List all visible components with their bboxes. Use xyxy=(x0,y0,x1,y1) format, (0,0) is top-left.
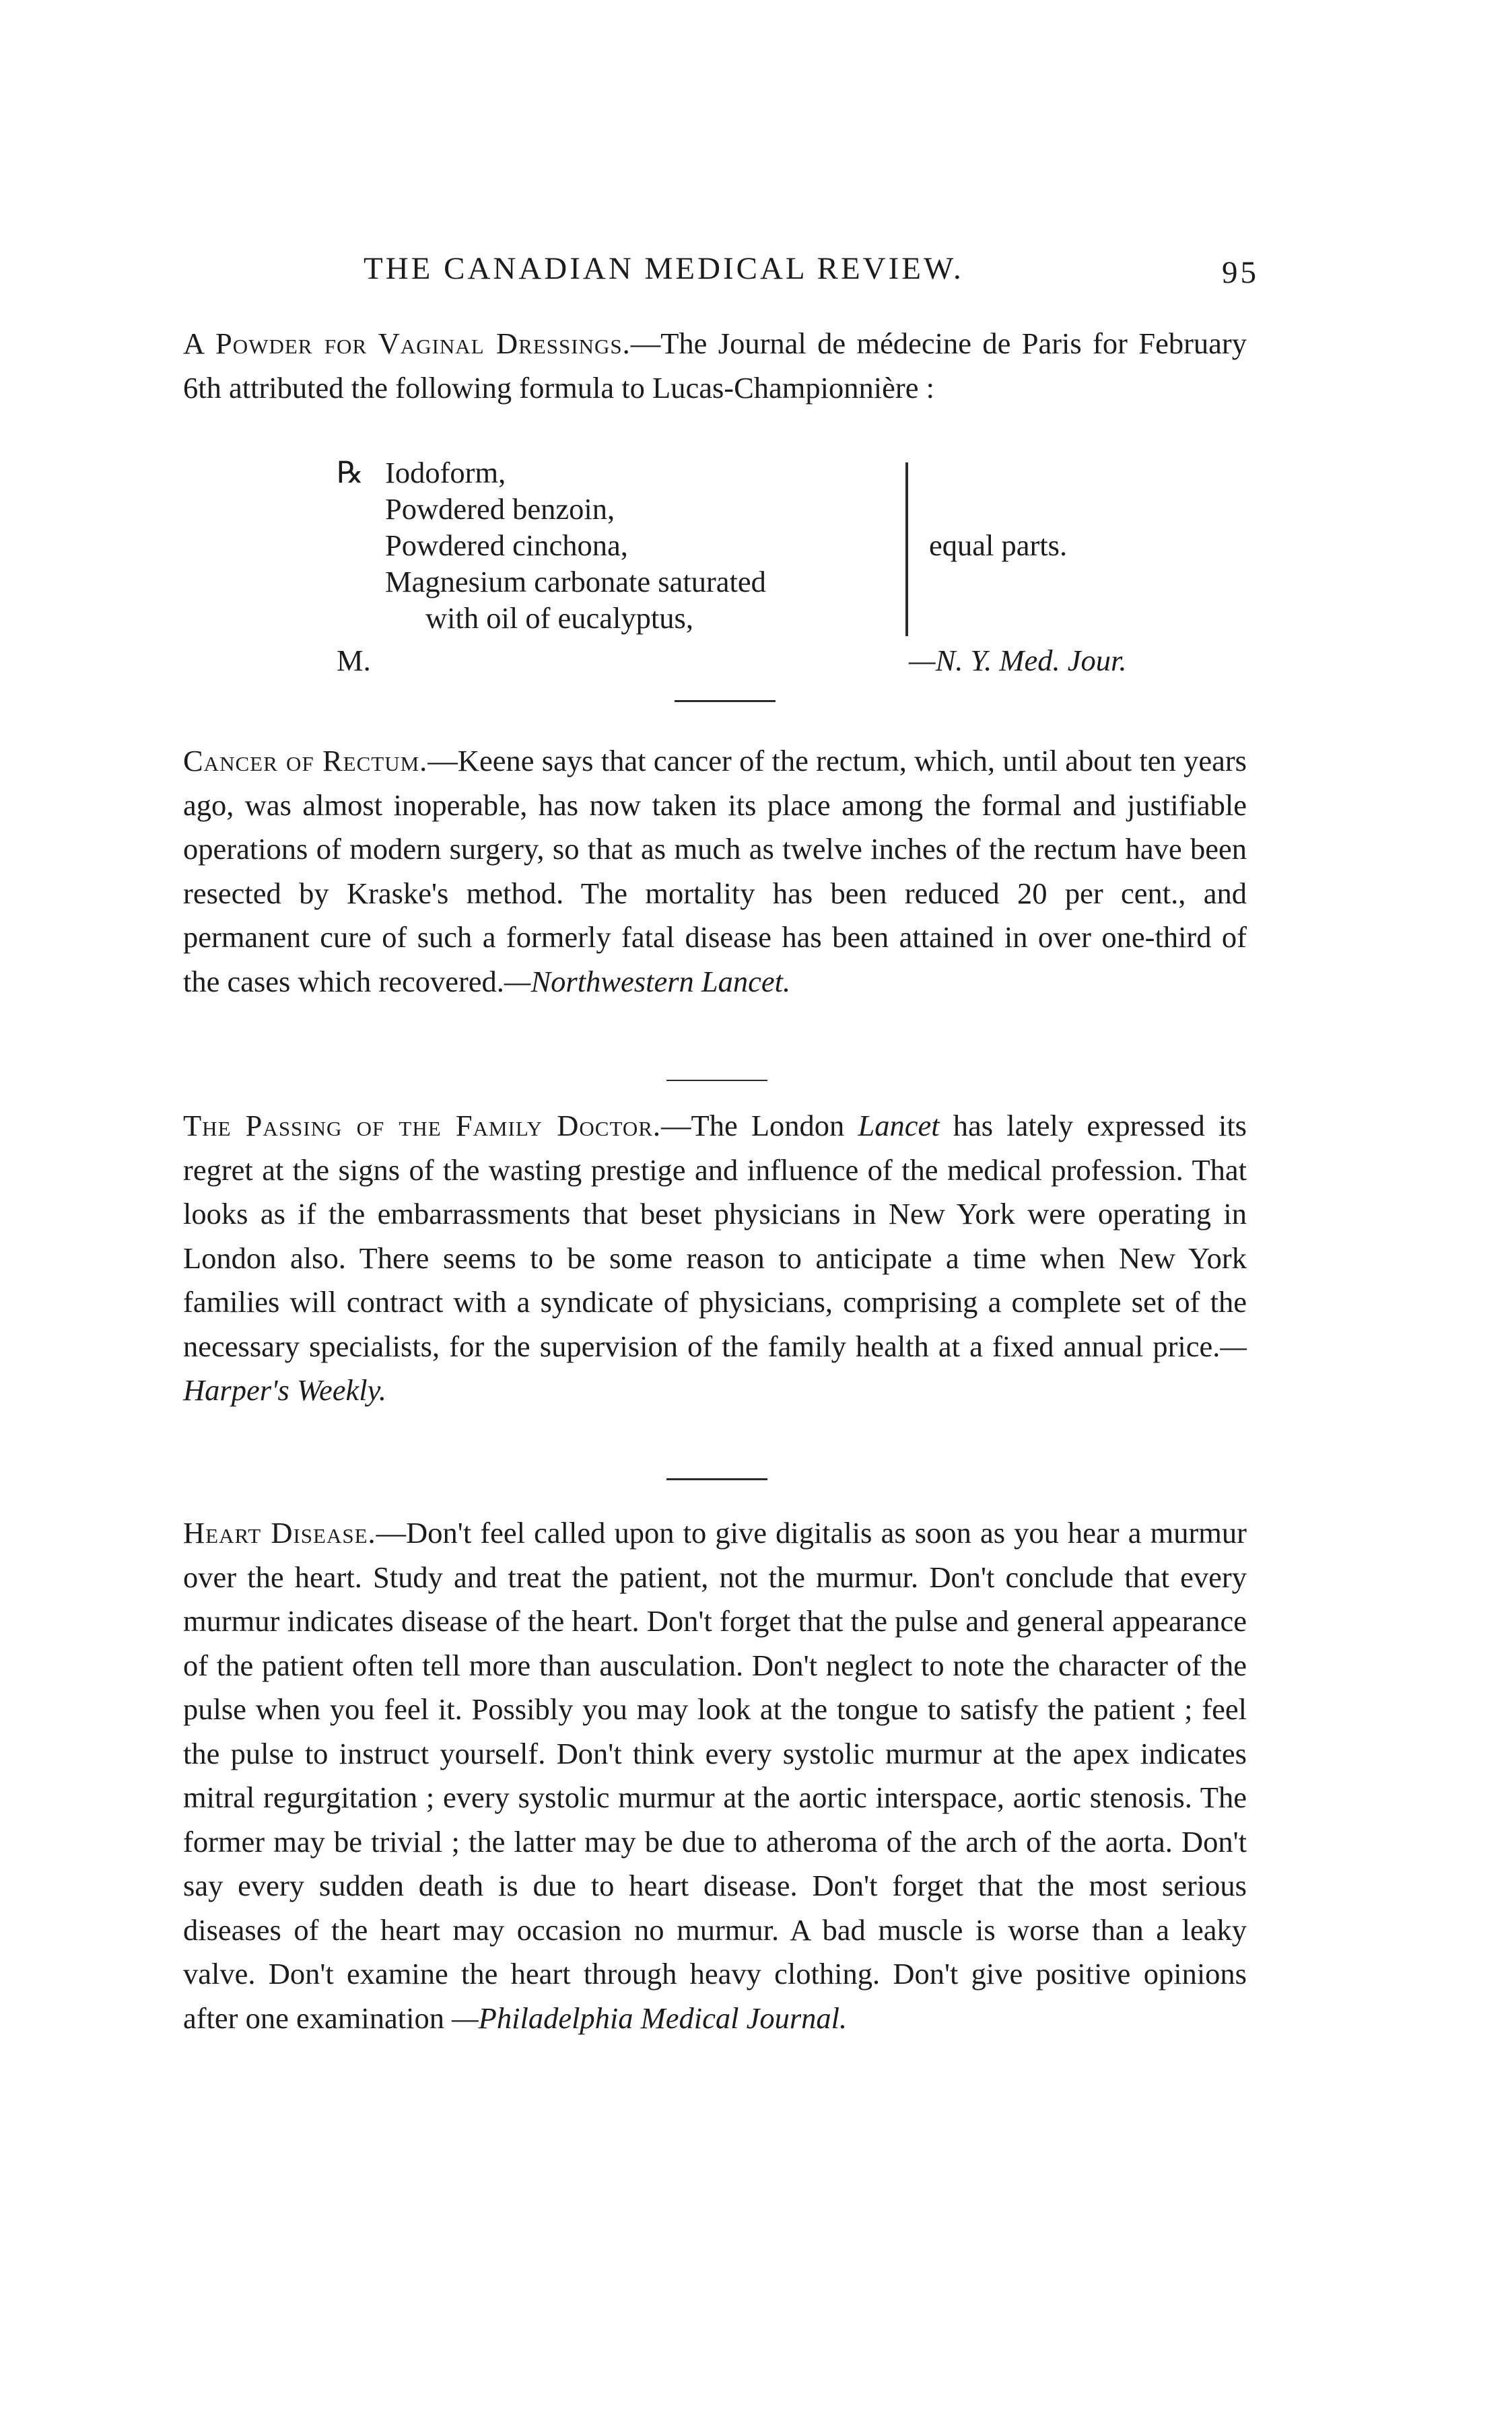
article-paragraph xyxy=(183,322,1247,410)
article-heart-disease xyxy=(183,1511,1247,2040)
article-italic: Lancet xyxy=(858,1109,940,1142)
ingredient-list xyxy=(385,454,766,636)
article-text: —The London xyxy=(661,1109,858,1142)
article-paragraph xyxy=(183,1104,1247,1413)
misce-mark: M. xyxy=(337,644,371,677)
ingredient-item: Powdered cinchona, xyxy=(385,528,628,562)
ingredient-item: Magnesium carbonate saturated xyxy=(385,565,766,598)
formula-citation: —N. Y. Med. Jour. xyxy=(909,644,1127,677)
article-heading: A Powder for Vaginal Dressings. xyxy=(183,326,631,360)
article-paragraph xyxy=(183,739,1247,1004)
article-text: has lately expressed its regret at the signs of the wasting prestige and influence of the medical profession. That looks as if the embarrassments that beset physicians in New York were operating in London also. There seems to be some reason to anticipate a time when New York families will contract with a syndicate of physicians, comprising a complete set of the necessary specialists, for the supervision of the family health at a fixed annual price. xyxy=(183,1109,1247,1363)
article-family-doctor xyxy=(183,1104,1247,1413)
article-text: —Don't feel called upon to give digitalis as soon as you hear a murmur over the heart. Study and treat the patient, not the murmur. Don't conclude that every murmur indicates disease of the heart. Don't forget that the pulse and general appearance of the patient often tell more than ausculation. Don't neglect to note the character of the pulse when you feel it. Possibly you may look at the tongue to satisfy the patient ; feel the pulse to instruct yourself. Don't think every systolic murmur at the apex indicates mitral regurgitation ; every systolic murmur at the aortic interspace, aortic stenosis. The former may be trivial ; the latter may be due to atheroma of the arch of the aorta. Don't say every sudden death is due to heart disease. Don't forget that the most serious diseases of the heart may occasion no murmur. A bad muscle is worse than a leaky valve. Don't examine the heart through heavy clothing. Don't give positive opinions after one examination xyxy=(183,1516,1247,2035)
ingredient-item: Iodoform, xyxy=(385,456,506,489)
article-paragraph xyxy=(183,1511,1247,2040)
section-divider xyxy=(666,1478,767,1480)
section-divider xyxy=(666,1080,767,1081)
section-divider xyxy=(675,700,776,702)
article-heading: Heart Disease. xyxy=(183,1516,376,1550)
prescription-formula xyxy=(337,454,1279,697)
article-cancer-rectum xyxy=(183,739,1247,1004)
journal-title: THE CANADIAN MEDICAL REVIEW. xyxy=(364,251,964,286)
article-source: —Northwestern Lancet. xyxy=(504,964,791,998)
article-text: —Keene says that cancer of the rectum, which, until about ten years ago, was almost inoperable, has now taken its place among the formal and justifiable operations of modern surgery, so that as much as twelve inches of the rectum have been resected by Kraske's method. The mortality has been reduced 20 per cent., and permanent cure of such a formerly fatal disease has been attained in over one-third of the cases which recovered. xyxy=(183,744,1247,998)
article-heading: Cancer of Rectum. xyxy=(183,744,428,777)
article-vaginal-dressings xyxy=(183,322,1247,410)
rx-symbol: ℞ xyxy=(337,456,364,489)
page-number: 95 xyxy=(1222,255,1259,290)
article-text: —The Journal de médecine de Paris for February 6th attributed the following formula to Lucas-Championnière : xyxy=(183,326,1247,405)
article-heading: The Passing of the Family Doctor. xyxy=(183,1109,662,1142)
grouping-brace xyxy=(905,462,908,636)
ingredient-item: Powdered benzoin, xyxy=(385,492,615,526)
proportion-text: equal parts. xyxy=(929,528,1068,562)
article-source: —Harper's Weekly. xyxy=(183,1329,1247,1407)
ingredient-item: with oil of eucalyptus, xyxy=(425,601,693,635)
article-source: —Philadelphia Medical Journal. xyxy=(452,2001,848,2035)
